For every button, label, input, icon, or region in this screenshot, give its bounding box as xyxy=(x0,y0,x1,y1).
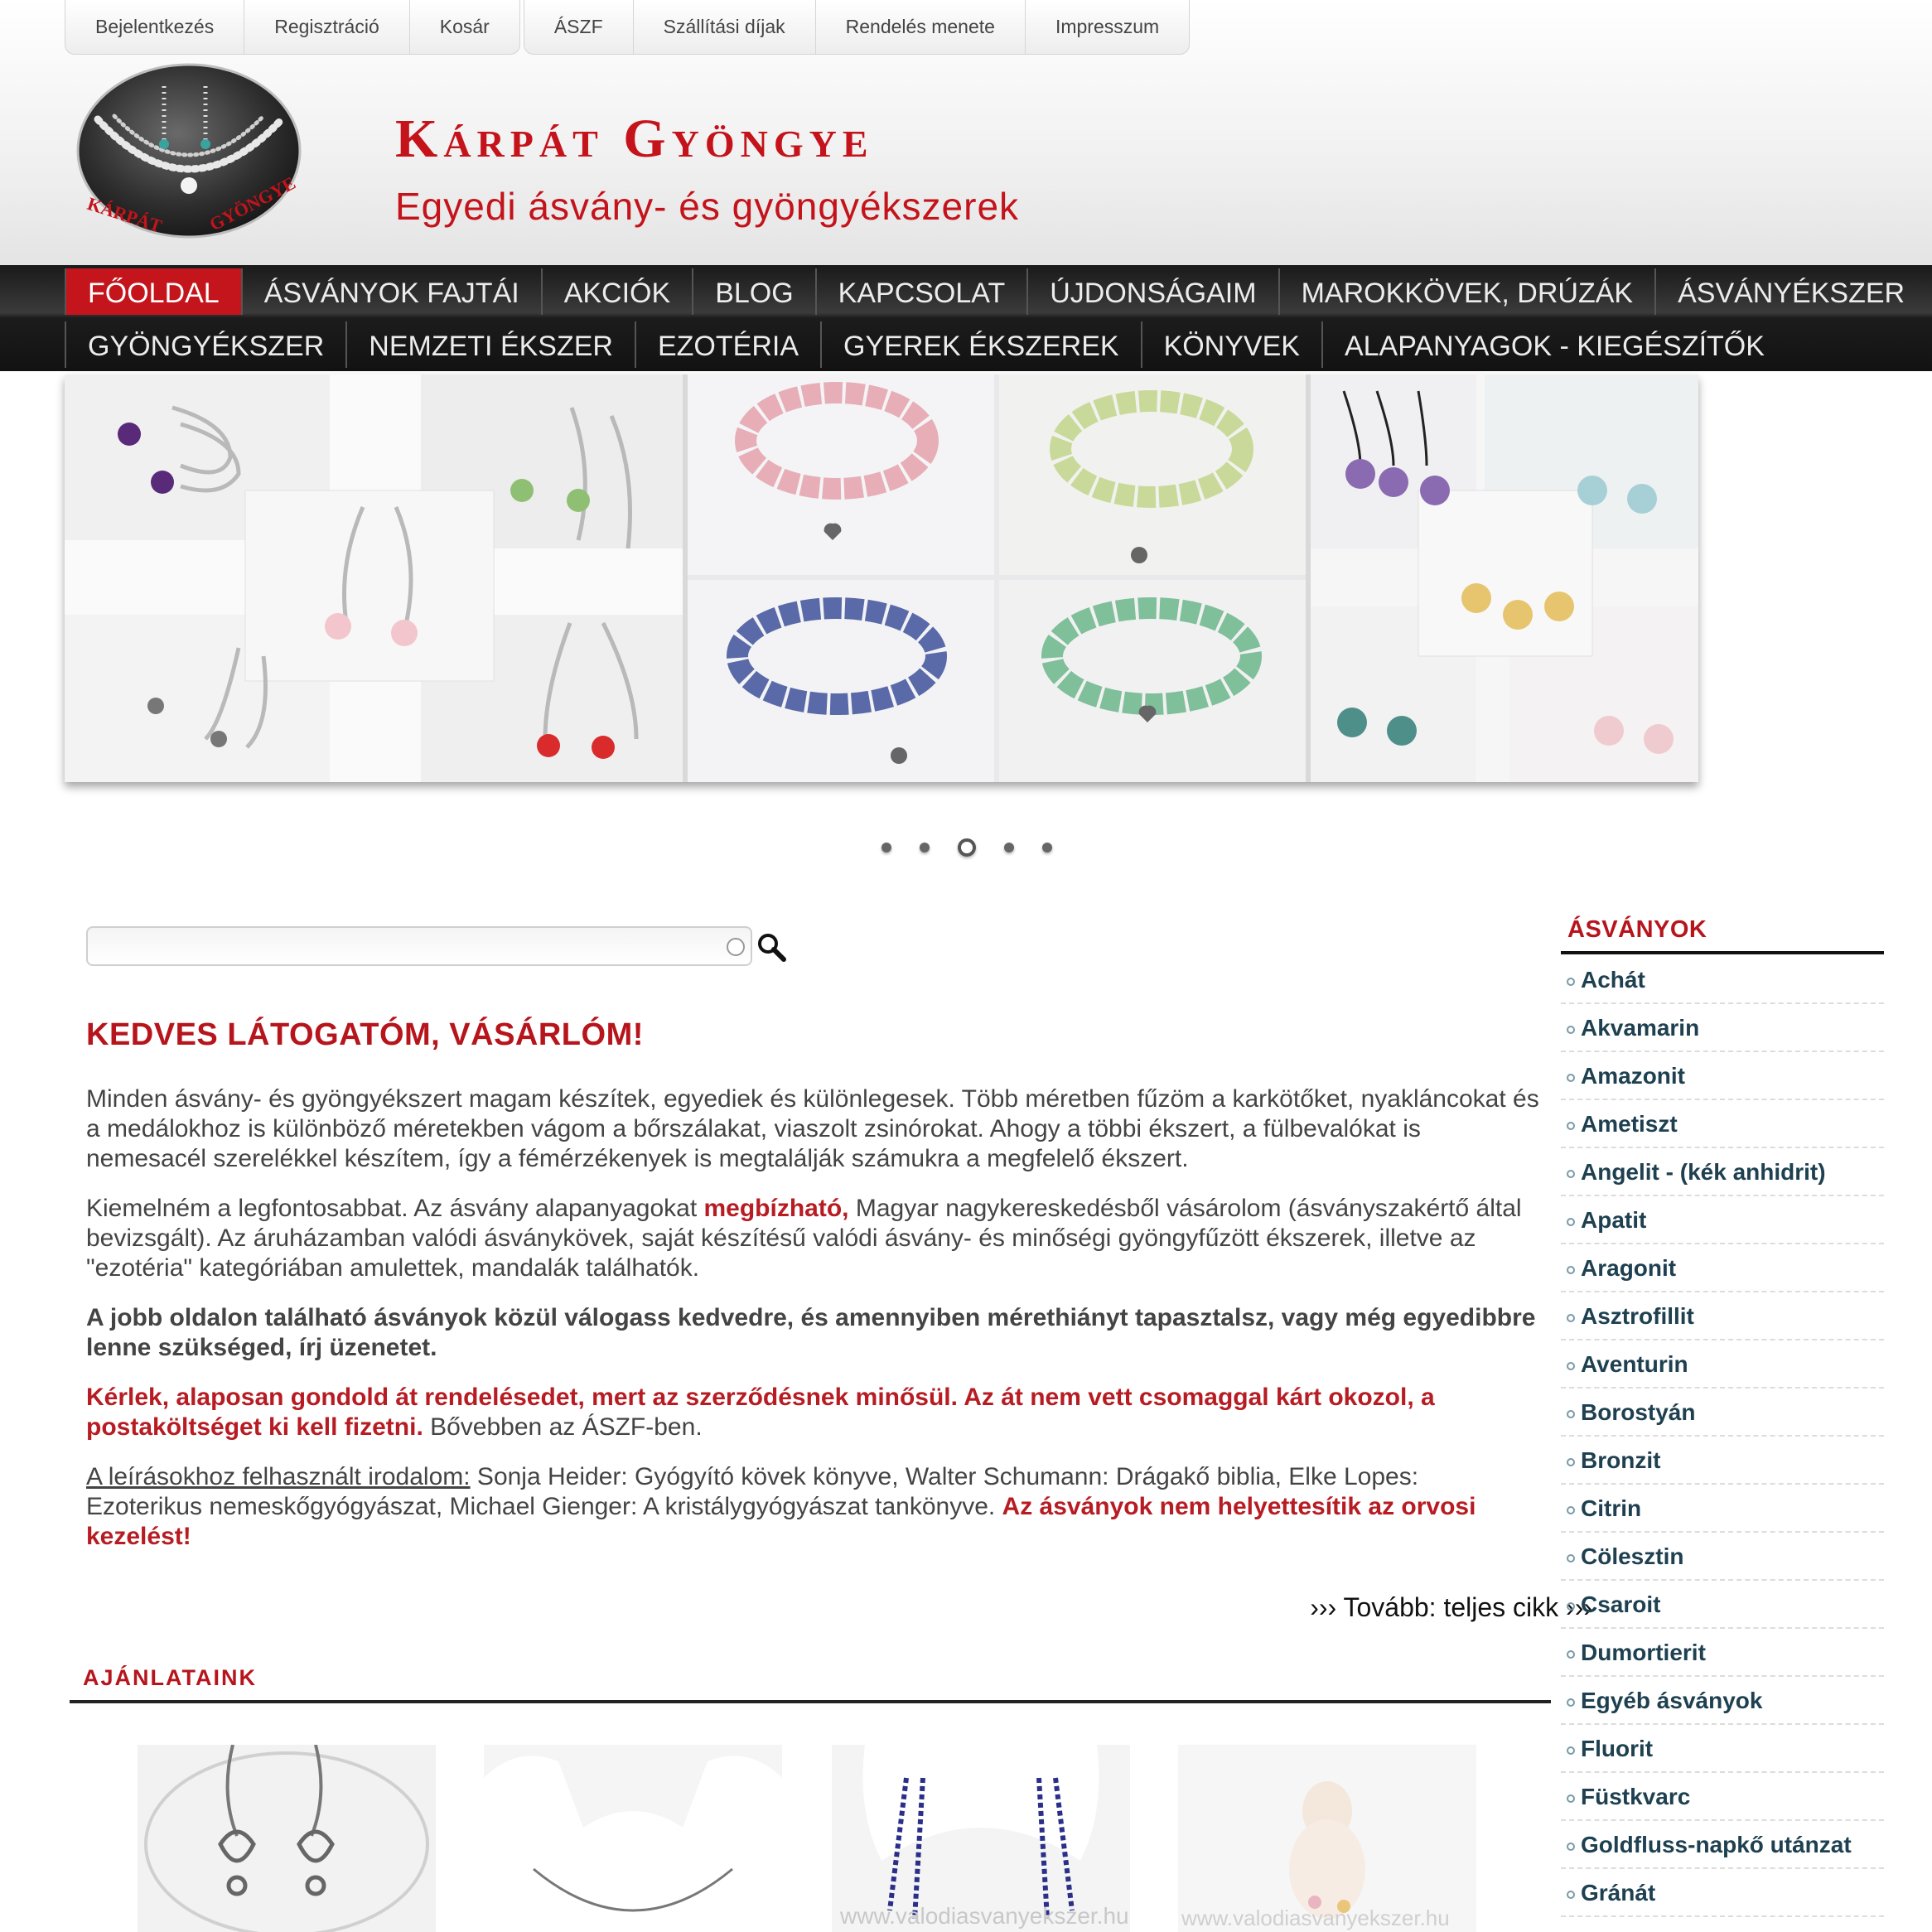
article-references-label: A leírásokhoz felhasznált irodalom: xyxy=(86,1463,471,1490)
main-nav-row-2 xyxy=(65,318,1786,371)
sidebar-item-ametiszt[interactable]: Ametiszt xyxy=(1561,1100,1884,1148)
product-card[interactable] xyxy=(484,1745,782,1932)
product-card[interactable] xyxy=(832,1745,1130,1932)
article-text: Sonja Heider: Gyógyító kövek könyve, Walter Schumann: Drágakő biblia, Elke Lopes: Ezoterikus nemeskőgyógyászat, Michael Gienger: A kristálygyógyászat tankönyve. xyxy=(86,1463,1419,1520)
logo-text: KÁRPÁT xyxy=(85,192,165,237)
slider-dot-2[interactable] xyxy=(920,843,930,852)
search-bar xyxy=(86,926,752,966)
slider-dot-1[interactable] xyxy=(881,843,891,852)
nav-item-bead-jewelry[interactable]: GYÖNGYÉKSZER xyxy=(65,321,345,368)
search-icon[interactable] xyxy=(756,931,789,964)
sidebar-title: ÁSVÁNYOK xyxy=(1567,916,1707,943)
sidebar-item-dumortierit[interactable]: Dumortierit xyxy=(1561,1629,1884,1677)
sidebar-item-colesztin[interactable]: Cölesztin xyxy=(1561,1533,1884,1581)
product-watermark: www.valodiasvanyekszer.hu xyxy=(840,1903,1129,1929)
sidebar-item-borostyan[interactable]: Borostyán xyxy=(1561,1389,1884,1437)
nav-item-home[interactable]: FŐOLDAL xyxy=(65,268,241,315)
article-paragraph-2 xyxy=(86,1194,1539,1283)
nav-item-contact[interactable]: KAPCSOLAT xyxy=(815,268,1027,315)
article-title: KEDVES LÁTOGATÓM, VÁSÁRLÓM! xyxy=(86,1017,644,1052)
offers-divider xyxy=(70,1700,1551,1703)
sidebar-item-fustkvarc[interactable]: Füstkvarc xyxy=(1561,1773,1884,1821)
sidebar-item-citrin[interactable]: Citrin xyxy=(1561,1485,1884,1533)
nav-item-esoterics[interactable]: EZOTÉRIA xyxy=(635,321,820,368)
article-text: Kiemelném a legfontosabbat. Az ásvány alapanyagokat xyxy=(86,1195,704,1222)
nav-item-national-jewelry[interactable]: NEMZETI ÉKSZER xyxy=(345,321,635,368)
nav-item-palm-stones[interactable]: MAROKKÖVEK, DRÚZÁK xyxy=(1278,268,1655,315)
sidebar-item-asztrofillit[interactable]: Asztrofillit xyxy=(1561,1292,1884,1340)
article-paragraph-1: Minden ásvány- és gyöngyékszert magam készítek, egyediek és különlegesek. Több méretben fűzöm a karkötőket, nyakláncokat és a medálokhoz is különböző méretekben vágom a bőrszálakat, viaszolt zsinórokat. Ahogy a többi ékszert, a fülbevalókat is nemesacél szerelékkel készítem, így a fémérzékenyek is megtalálják számukra a megfelelő ékszert. xyxy=(86,1085,1539,1172)
main-nav xyxy=(0,265,1932,371)
product-image-beaded-necklace xyxy=(832,1745,1130,1932)
shipping-fees-link[interactable]: Szállítási díjak xyxy=(634,0,816,54)
nav-item-sales[interactable]: AKCIÓK xyxy=(541,268,692,315)
banner-earrings-image xyxy=(65,374,688,782)
product-watermark: www.valodiasvanyekszer.hu xyxy=(1181,1905,1450,1930)
sidebar-item-granat[interactable]: Gránát xyxy=(1561,1869,1884,1917)
sidebar-item-amazonit[interactable]: Amazonit xyxy=(1561,1052,1884,1100)
sidebar-item-egyeb-asvanyok[interactable]: Egyéb ásványok xyxy=(1561,1677,1884,1725)
nav-item-blog[interactable]: BLOG xyxy=(692,268,814,315)
sidebar-item-aventurin[interactable]: Aventurin xyxy=(1561,1340,1884,1389)
sidebar-item-bronzit[interactable]: Bronzit xyxy=(1561,1437,1884,1485)
top-nav xyxy=(65,0,1193,55)
banner-bracelets-image xyxy=(688,374,1311,782)
nav-item-mineral-types[interactable]: ÁSVÁNYOK FAJTÁI xyxy=(241,268,541,315)
main-nav-row-1 xyxy=(65,265,1926,318)
top-nav-account-group xyxy=(65,0,520,55)
search-input[interactable] xyxy=(86,926,752,966)
article-paragraph-4 xyxy=(86,1383,1539,1442)
terms-link[interactable]: ÁSZF xyxy=(524,0,634,54)
product-image-necklace-choker xyxy=(484,1745,782,1932)
product-card[interactable] xyxy=(138,1745,436,1932)
svg-text:GYÖNGYE: GYÖNGYE xyxy=(205,171,299,235)
slider-dot-3[interactable] xyxy=(958,838,976,857)
mineral-list xyxy=(1561,956,1884,1917)
sidebar-item-aragonit[interactable]: Aragonit xyxy=(1561,1244,1884,1292)
welcome-article xyxy=(86,1017,1539,1572)
sidebar-item-csaroit[interactable]: Csaroit xyxy=(1561,1581,1884,1629)
banner-slider[interactable] xyxy=(65,374,1698,782)
article-paragraph-3: A jobb oldalon található ásványok közül válogass kedvedre, és amennyiben mérethiányt tapasztalsz, vagy még egyedibbre lenne szükséged, írj üzenetet. xyxy=(86,1304,1536,1361)
offers-heading: AJÁNLATAINK xyxy=(83,1665,257,1690)
read-more-link[interactable]: ››› Tovább: teljes cikk ››› xyxy=(1310,1592,1592,1622)
article-text: Magyar nagykereskedésből vásárolom (ásványszakértő által bevizsgált). Az áruházamban valódi ásványkövek, saját készítésű valódi ásvány- és minőségi gyöngyfűzött ékszerek, illetve az "ezotéria" kategóriában amulettek, mandalák találhatók. xyxy=(86,1195,1522,1282)
nav-item-new-arrivals[interactable]: ÚJDONSÁGAIM xyxy=(1026,268,1278,315)
article-paragraph-5 xyxy=(86,1462,1539,1552)
sidebar-item-akvamarin[interactable]: Akvamarin xyxy=(1561,1004,1884,1052)
banner-pendants-image xyxy=(1311,374,1698,782)
nav-item-books[interactable]: KÖNYVEK xyxy=(1141,321,1321,368)
logo-image xyxy=(65,61,308,245)
product-image-figurine xyxy=(1178,1745,1476,1932)
imprint-link[interactable]: Impresszum xyxy=(1055,16,1160,37)
sidebar-item-angelit[interactable]: Angelit - (kék anhidrit) xyxy=(1561,1148,1884,1196)
login-link[interactable]: Bejelentkezés xyxy=(65,0,244,54)
sidebar-divider xyxy=(1561,951,1884,954)
slider-pagination xyxy=(881,838,1052,857)
slider-dot-4[interactable] xyxy=(1004,843,1014,852)
sidebar-item-fluorit[interactable]: Fluorit xyxy=(1561,1725,1884,1773)
clear-icon[interactable] xyxy=(727,938,745,956)
sidebar-item-goldfluss[interactable]: Goldfluss-napkő utánzat xyxy=(1561,1821,1884,1869)
nav-item-supplies[interactable]: ALAPANYAGOK - KIEGÉSZÍTŐK xyxy=(1321,321,1786,368)
register-link[interactable]: Regisztráció xyxy=(244,0,410,54)
product-card[interactable] xyxy=(1178,1745,1476,1932)
article-text: Bővebben az ÁSZF-ben xyxy=(423,1413,696,1441)
article-highlight: megbízható, xyxy=(703,1195,849,1222)
slider-dot-5[interactable] xyxy=(1042,843,1052,852)
product-image-earrings xyxy=(138,1745,436,1932)
order-process-link[interactable]: Rendelés menete xyxy=(816,0,1026,54)
sidebar-item-apatit[interactable]: Apatit xyxy=(1561,1196,1884,1244)
nav-item-kids-jewelry[interactable]: GYEREK ÉKSZEREK xyxy=(820,321,1141,368)
article-warning: Kérlek, alaposan gondold át rendelésedet, mert az szerződésnek minősül. Az át nem vett csomaggal kárt okozol, a postaköltséget ki kell fizetni. xyxy=(86,1384,1435,1441)
site-title[interactable]: Kárpát Gyöngye xyxy=(395,109,874,169)
article-disclaimer: Az ásványok nem helyettesítik az orvosi kezelést! xyxy=(86,1493,1476,1550)
nav-item-mineral-jewelry[interactable]: ÁSVÁNYÉKSZER xyxy=(1654,268,1926,315)
site-tagline: Egyedi ásvány- és gyöngyékszerek xyxy=(395,185,1020,228)
sidebar-item-achat[interactable]: Achát xyxy=(1561,956,1884,1004)
cart-link[interactable]: Kosár xyxy=(439,16,490,37)
minerals-sidebar xyxy=(1561,916,1884,1917)
logo[interactable] xyxy=(65,61,308,245)
top-nav-info-group xyxy=(524,0,1190,55)
article-text: . xyxy=(695,1413,703,1441)
